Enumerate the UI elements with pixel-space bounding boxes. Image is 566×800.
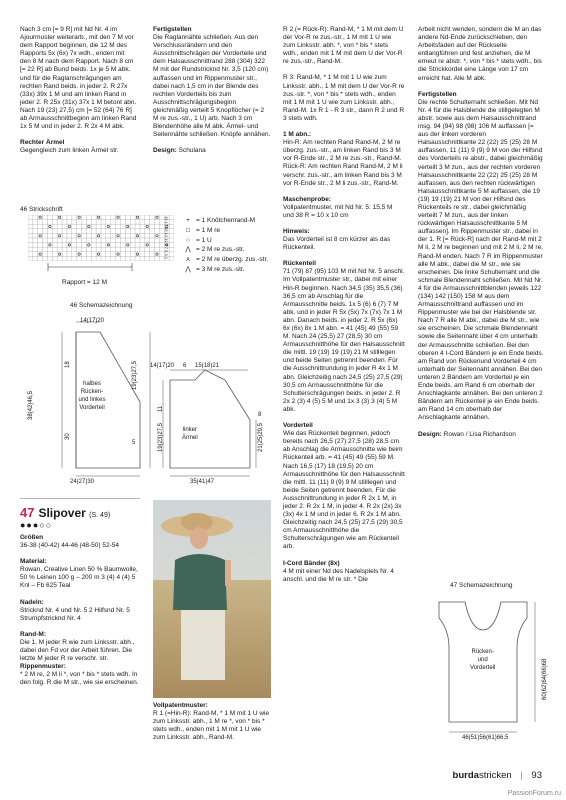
- schema46-top-measure: 14(17)20: [80, 318, 105, 324]
- sleeve-label: [182, 426, 198, 442]
- row-3-text: R 3: Rand-M, * 1 M mit 1 U wie zum Linksstr. abh., 1 M mit dem U der Vor-R re zus.-str. *, von * bis * stets wdh., enden mit 1 M mit 1 U wie zum Linksstr. abh., Rand-M. 1x R 1 - R 3 str., dann R 2 und R 3 stets wdh.: [283, 74, 405, 122]
- icord-continued-text: Arbeit nicht wenden, sondern die M an das andere Nd-Ende zurückschieben, den Arbeitsfaden auf der Rückseite entlangführen und fest anziehen, die M erneut re abstr. *, von * bis * stets wdh., bis die Strickkordel eine Länge von 17 cm erreicht hat. Alle M abk.: [418, 26, 542, 82]
- column-2: [153, 26, 271, 163]
- legend-item: [183, 236, 268, 246]
- legend-item: [183, 265, 268, 275]
- front-text: Wie das Rückenteil beginnen, jedoch bereits nach 26,5 (27) 27,5 (28) 28,5 cm ab Anschlag die Armausschnitte wie beim Rückenteil arb. = 41 (45) 49 (55) 59 M. Nach 16,5 (17) 18 (19,5) 20 cm Armausschnitthöhe für den Halsausschnitt die mittl. 11 (11) 9 (9) 9 M stilllegen und beide Seiten getrennt beenden. Für die Ausschnittrundung in jeder R 2x 1 M, in jeder 2. R 2x 1 M, in jeder 4. R 2x (2x) 3x (3x) 4x 1 M und in jeder 6. R 2x 1 M abn. Gleichzeitig nach 24,5 (25) 27,5 (29) 30,5 cm Armausschnitthöhe die Schulterschrägungen wie am Rückenteil arb.: [283, 430, 405, 551]
- gauge-text: Vollpatentmuster, mit Nd Nr. 5: 15,5 M und 38 R = 10 x 10 cm: [283, 203, 393, 219]
- chart-symbol: [39, 235, 41, 237]
- back-text: 71 (79) 87 (95) 103 M mit Nd Nr. 5 anschl. Im Vollpatentmuster str., dabei mit einer Hin-R beginnen. Nach 34,5 (35) 35,5 (36) 36,5 cm ab Anschlag für die Armausschnitte beids. 1x 5 (6) 6 (7) 7 M abk. und in jeder R 5x (5x) 7x (7x) 7x 1 M abn. Danach beids. in jeder 2. R 5x (6x) 6x (6x) 8x 1 M abn. = 41 (45) 49 (55) 59 M. Nach 24 (25,5) 27 (28,5) 30 cm Armausschnitthöhe für den Halsausschnitt die mittl. 19 (19) 19 (19) 21 M stilllegen und beide Seiten getrennt beenden. Für die Ausschnittrundung in jeder R 4x 1 M abn. Gleichzeitig nach 24,5 (25) 27,5 (29) 30,5 cm Armausschnitthöhe für die Schulterschrägungen beids. in jeder 2. R 2x 2 (3) 4 (5) 5 M und 1x 3 (3) 3 (4) 5 M abk.: [283, 268, 405, 413]
- chart-symbol: [58, 253, 60, 255]
- hint-heading: Hinweis:: [283, 227, 310, 235]
- column-1: [20, 26, 137, 155]
- knitting-chart-46: [28, 215, 174, 261]
- legend-text: = 2 M re zus.-str.: [196, 246, 245, 254]
- design-label: Design:: [153, 147, 177, 155]
- chart-symbol: [78, 216, 80, 218]
- chart-symbol: [146, 244, 148, 246]
- label-line: Rücken-: [80, 389, 104, 395]
- needles-text: Stricknd Nr. 4 und Nr. 5 2 Hilfsnd Nr. 5 Strumpfstricknd Nr. 4: [20, 606, 130, 622]
- schema46-bottom-measure: 24(27)30: [70, 479, 95, 485]
- section-divider: [20, 498, 140, 499]
- difficulty-rating: ●●●○○: [20, 520, 53, 530]
- yarn-over-icon: ○: [186, 236, 190, 244]
- sizes-heading: Größen: [20, 534, 44, 541]
- right-sleeve-text: Gegengleich zum linken Ärmel str.: [20, 147, 119, 155]
- vollpatent-heading: Vollpatentmuster:: [153, 702, 208, 709]
- design-name: Rowan / Lisa Richardson: [443, 430, 516, 438]
- finish-text: Die Raglannähte schließen. Aus den Verschlussrändern und den Ausschnittschrägen der Vorderteile und dem Halsausschnittrand 288 (304) 322 M mit der Rundstricknd Nr. 3,5 (120 cm) auffassen und im Rippenmuster str., dabei nach 1,5 cm in der Blende des rechten Vorderteils bis zum Ausschnittschrägungsbeginn gleichmäßig verteilt 5 Knopflöcher (= 2 M re zus.-str., 1 U) arb. Nach 3 cm Blendenhöhe alle M abk. Ärmel- und Seitennähte schließen. Knöpfe annähen.: [153, 34, 271, 139]
- label-line: halbes: [83, 381, 101, 387]
- k2tog-icon: ⋀: [185, 246, 191, 254]
- material-text: Rowan, Creative Linen 50 % Baumwolle, 50 % Leinen 100 g – 200 m 3 (4) 4 (4) 5 Knl – Fb 625 Teal: [20, 566, 138, 590]
- schema46-front-label: [52, 380, 132, 412]
- sleeve-instructions: Nach 3 cm [= 9 R] mit Nd Nr. 4 im Ajourmuster weiterarb., mit den 7 M vor dem Rapport beginnen, die 12 M des Rapports 5x (6x) 7x wdh., enden mit den 8 M nach dem Rapport. Nach 8 cm [= 22 R] ab Bund beids. 1x je 5 M abk. und für die Raglanschrägungen am rechten Rand beids. in jeder 2. R 27x (33x) 39x 1 M und am linken Rand in jeder 2. R 25x (31x) 37x 1 M betont abn. Nach 19 (23) 27,5) cm [= 52 (64) 76 R] ab Armausschnittbeginn am linken Rand 1x 5 M und in jeder 2. R 2x 4 M abk.: [20, 26, 137, 131]
- schema-47-title: 47 Schemazeichnung: [450, 582, 513, 589]
- edge-stitch-text: Die 1. M jeder R wie zum Linksstr. abh., dabei den Fd vor der Arbeit führen. Die letzte M jeder R re verschr. str.: [20, 638, 135, 663]
- sleeve-top-2: 6: [183, 363, 187, 369]
- schema47-label: [470, 648, 495, 672]
- sleeve-v3: 21(25)29,5: [258, 422, 264, 452]
- legend-text: = 1 U: [196, 236, 212, 244]
- chart-symbol: [97, 216, 99, 218]
- brand-name: [453, 770, 512, 781]
- chart-symbol: [88, 225, 90, 227]
- legend-text: = 3 M re zus.-str.: [196, 265, 245, 273]
- icord-text: 4 M mit einer Nd des Nadelspiels Nr. 4 anschl. und die M re str. * Die: [283, 567, 394, 583]
- sleeve-v4: 8: [258, 412, 262, 418]
- schema46-v-raglan: 19(23)27,5: [132, 360, 138, 390]
- model-name: Slipover: [38, 506, 86, 520]
- chart-symbol: [88, 244, 90, 246]
- legend-item: [183, 226, 268, 236]
- design-credit-47: [418, 431, 544, 439]
- sleeve-top-3: 15(18)21: [195, 363, 220, 369]
- chart-symbol: [97, 253, 99, 255]
- model-47-title: [20, 505, 110, 520]
- schema47-right-measure: 60(62)64(66)68: [542, 658, 548, 700]
- footer-separator: |: [520, 770, 523, 781]
- chart-symbol: [39, 253, 41, 255]
- label-line: Rücken-: [471, 649, 494, 655]
- chart-46-title: 46 Strickschrift: [20, 206, 63, 213]
- rib-text: * 2 M re, 2 M li *, von * bis * stets wdh. In den folg. R die M str., wie sie erscheinen.: [20, 671, 139, 687]
- knit-stitch-icon: □: [186, 226, 190, 234]
- schema46-v30: 30: [65, 433, 71, 440]
- chart-symbol: [78, 235, 80, 237]
- edge-stitch-heading: Rand-M:: [20, 630, 46, 638]
- row-2-text: R 2 (= Rück-R): Rand-M, * 1 M mit dem U der Vor-R re zus.-str., 1 M mit 1 U wie zum Linksstr. abh. *, von * bis * stets wdh., enden mit 1 M mit dem U der Vor-R re zus.-str., Rand-M.: [283, 26, 404, 66]
- chart-symbol: [68, 225, 70, 227]
- legend-item: [183, 255, 268, 265]
- schema46-left-vertical: 38(42)46,5: [28, 390, 34, 420]
- photo-illustration: [153, 500, 271, 698]
- back-heading: Rückenteil: [283, 260, 316, 268]
- chart-row-numbers: 19 17 15 13 11 9 7 5 3 1: [164, 216, 169, 260]
- rapport-label: Rapport = 12 M: [62, 279, 107, 286]
- model-photo: [153, 500, 271, 698]
- label-line: Vorderteil: [79, 405, 105, 411]
- model-number: 47: [20, 505, 35, 520]
- edge-stitch-icon: +: [186, 217, 190, 224]
- legend-text: = 2 M re überzg. zus.-str.: [196, 256, 269, 264]
- column-3: [283, 26, 405, 584]
- label-line: und linkes: [78, 397, 106, 403]
- design-label: Design:: [418, 430, 442, 438]
- brand-bold: burda: [452, 770, 479, 781]
- chart-symbol: [127, 244, 129, 246]
- chart-symbol: [49, 244, 51, 246]
- schema47-bottom-measure: 46(51)56(61)66,5: [462, 735, 509, 741]
- chart-symbol: [68, 244, 70, 246]
- chart-legend: [183, 216, 268, 275]
- chart-symbol: [156, 216, 158, 218]
- vollpatent-pattern: [153, 702, 271, 742]
- schema46-v18: 18: [65, 361, 71, 368]
- finish-heading-47: Fertigstellen: [418, 90, 457, 98]
- finish-heading: Fertigstellen: [153, 26, 192, 33]
- chart-symbol: [97, 235, 99, 237]
- legend-item: [183, 216, 268, 226]
- legend-text: = 1 M re: [196, 226, 221, 234]
- chart-symbol: [107, 225, 109, 227]
- chart-symbol: [39, 216, 41, 218]
- legend-item: [183, 245, 268, 255]
- brand-light: stricken: [478, 770, 512, 781]
- page-footer: [453, 770, 542, 781]
- k3tog-icon: ⋀: [185, 265, 191, 273]
- rib-heading: Rippenmuster:: [20, 663, 66, 671]
- ssk-icon: ⋏: [185, 256, 191, 264]
- chart-symbol: [156, 235, 158, 237]
- finish-text-47: Die rechte Schulternaht schließen. Mit Nd Nr. 4 für die Halsblende die stillgelegten M abstr. sowie aus dem Halsausschnittrand insg. 94 (94) 98 (98) 106 M auffassen [= aus der linken vorderen Halsausschnittkante 22 (22) 25 (25) 28 M auffassen, 11 (11) 9 (9) 9 M von der Hilfsnd des Vorderteils re abstr., dabei gleichmäßig verteilt 3 M zun., aus der rechten vorderen Halsausschnittkante 22 (22) 25 (25) 28 M auffassen, aus den rechten rückwärtigen Halsausschnittkante 5 M auffassen, die 19 (19) 19 (19) 21 M von der Hilfsnd des Rückenteils re str., dabei gleichmäßig verteilt 7 M zun., aus der linken rückwärtigen Halsausschnittkante 5 M auffassen]. Im Rippenmuster str., dabei in der 1. R [= Rück-R] nach der Rand-M mit 2 M li, 2 M re beginnen und mit 2 M li, 2 M re, Rand-M enden. Nach 7 R im Rippenmuster alle M abk., dabei die M str., wie sie erscheinen. Die linke Schulternaht und die schmale Blendennaht schließen. Mit Nd Nr. 4 für die Armausschnittblenden jeweils 122 (134) 142 (150) 158 M aus dem Armausschnittrand auffassen und im Rippenmuster wie bei der Halsblende str. Nach 7 R alle M abk., dabei die M str., wie sie erscheinen. Die schmale Blendennaht sowie die Seitennaht über 4 cm unterhalb der Armausschnitte schließen. Bei den oberen 4 I-Cord Bändern je ein Ende beids. am Rand von Rückenund Vorderteil 4 cm unterhalb der Seitennaht annähen. Bei den unteren 2 Bändern am Vorderteil je ein Ende beids. am Rand 6 cm oberhalb der Anschlagkante annähen. Bei den unteren 2 Bändern am Rückenteil je ein Ende beids. am Rand 14 cm oberhalb der Anschlagkante annähen.: [418, 98, 544, 422]
- decrease-text: Hin-R: Am rechten Rand Rand-M, 2 M re überzg. zus.-str., am linken Rand bis 3 M vor R-Ende str., 2 M re zus.-str., Rand-M. Rück-R: Am rechten Rand Rand-M, 2 M li verschr. zus.-str., am linken Rand bis 3 M vor R-Ende str., 2 M li zus.-str., Rand-M.: [283, 139, 403, 187]
- chart-symbol: [58, 216, 60, 218]
- chart-symbol: [146, 225, 148, 227]
- design-credit: [153, 147, 271, 155]
- page-reference: (S. 49): [89, 512, 111, 519]
- chart-symbol: [58, 235, 60, 237]
- chart-symbol: [117, 216, 119, 218]
- label-line: Ärmel: [182, 435, 198, 441]
- chart-symbol: [117, 253, 119, 255]
- page-number: 93: [531, 770, 542, 781]
- icord-heading: I-Cord Bänder (8x): [283, 559, 340, 567]
- right-sleeve-heading: Rechter Ärmel: [20, 139, 65, 147]
- needles-heading: Nadeln:: [20, 598, 44, 606]
- sleeve-v1: 11: [158, 405, 164, 412]
- model-47-specs: [20, 534, 140, 688]
- chart-symbol: [136, 216, 138, 218]
- sleeve-top-1: 14(17)20: [150, 363, 175, 369]
- label-line: Vorderteil: [470, 665, 496, 671]
- schema46-v5: 5: [132, 440, 136, 446]
- watermark: PassionForum.ru: [507, 790, 561, 797]
- sleeve-bottom-measure: 35(41)47: [190, 479, 215, 485]
- decrease-heading: 1 M abn.:: [283, 131, 312, 139]
- chart-symbol: [78, 253, 80, 255]
- sizes-text: 36-38 (40-42) 44-46 (48-50) 52-54: [20, 542, 120, 550]
- hint-text: Das Vorderteil ist 8 cm kürzer als das Rückenteil.: [283, 236, 391, 252]
- chart-symbol: [136, 235, 138, 237]
- chart-symbol: [156, 253, 158, 255]
- sleeve-v2: 19(23)27,5: [158, 422, 164, 452]
- column-4: [418, 26, 544, 447]
- legend-text: = 1 Knötchenrand-M: [196, 217, 256, 224]
- vollpatent-text: R 1 (=Hin-R): Rand-M, * 1 M mit 1 U wie zum Linksstr. abh., 1 M re *, von * bis * stets wdh., enden mit 1 M mit 1 U wie zum Linksstr. abh., Rand-M.: [153, 710, 270, 742]
- front-heading: Vorderteil: [283, 422, 313, 430]
- chart-symbol: [117, 235, 119, 237]
- label-line: linker: [182, 427, 197, 433]
- chart-symbol: [49, 225, 51, 227]
- chart-symbol: [127, 225, 129, 227]
- schema-46-title: 46 Schemazeichnung: [70, 302, 133, 309]
- chart-symbol: [136, 253, 138, 255]
- material-heading: Material:: [20, 558, 47, 566]
- label-line: und: [477, 657, 488, 663]
- gauge-heading: Maschenprobe:: [283, 195, 332, 203]
- design-name: Schulana: [178, 147, 206, 155]
- chart-symbol: [107, 244, 109, 246]
